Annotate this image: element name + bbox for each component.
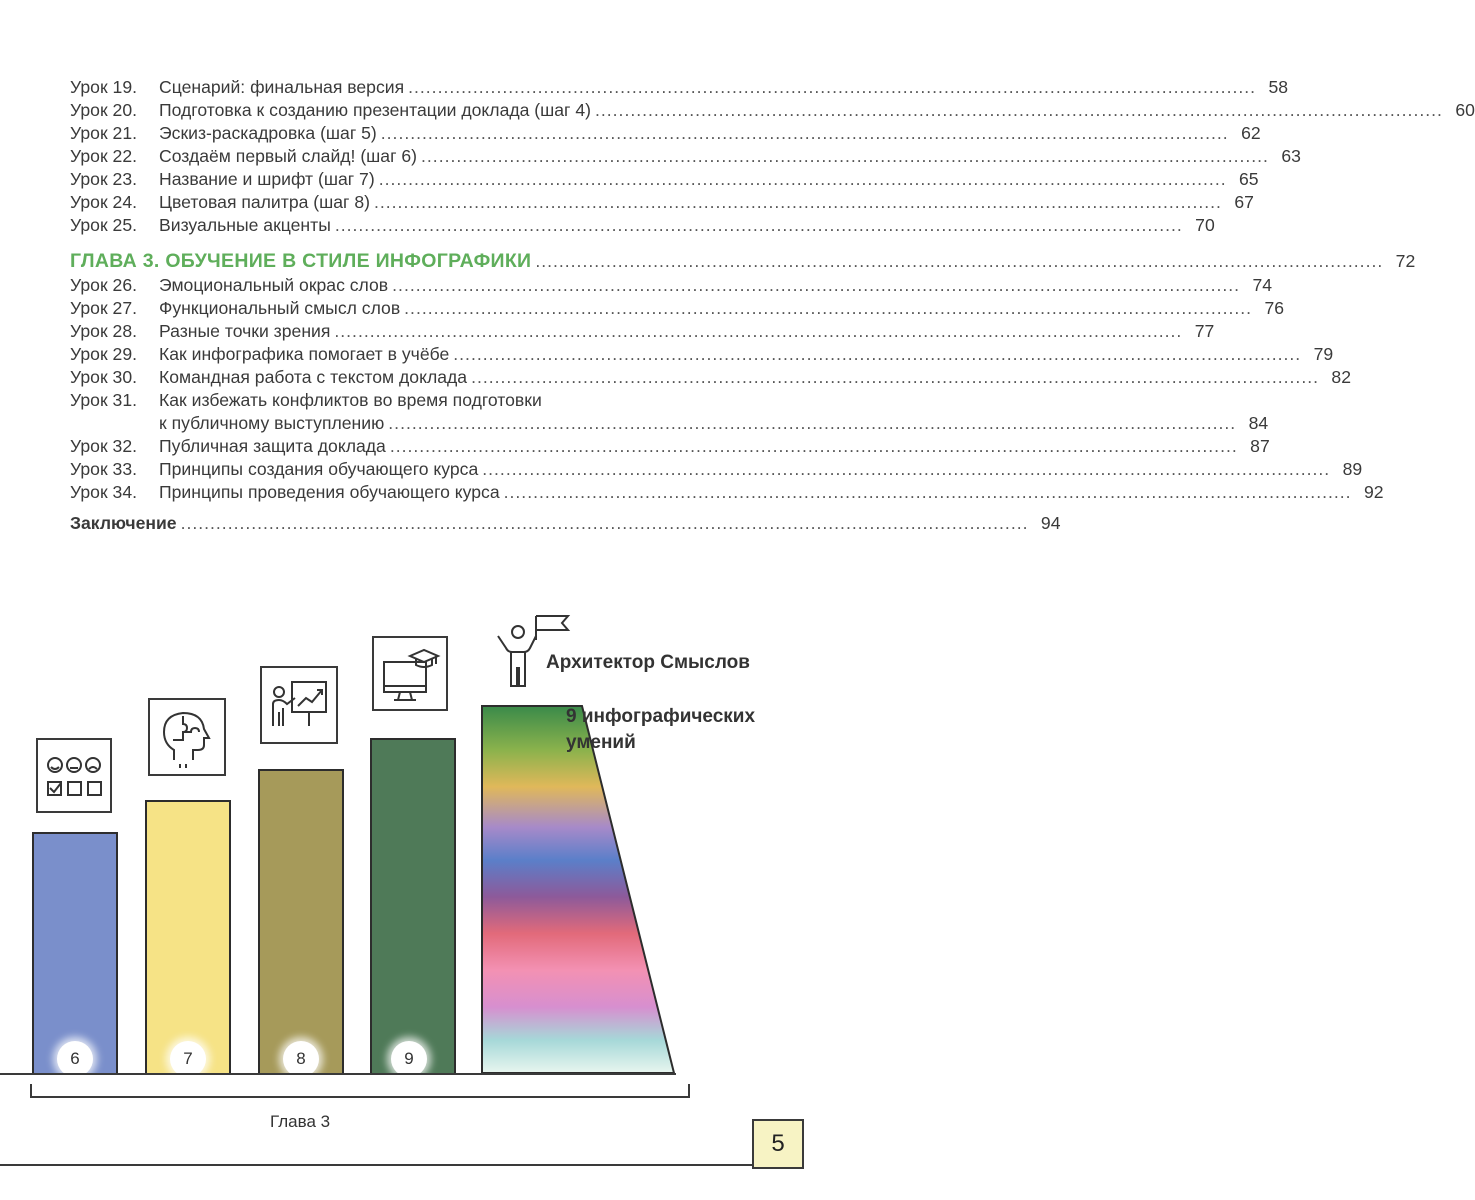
lesson-number: Урок 28. — [70, 321, 137, 341]
architect-label: Архитектор Смыслов — [546, 652, 750, 673]
footer-line — [0, 1164, 752, 1166]
leader-dots: ................................................................................................................................................ — [380, 123, 1229, 143]
lesson-number: Урок 32. — [70, 436, 137, 456]
lesson-number: Урок 27. — [70, 298, 137, 318]
leader-dots: ................................................................................................................................................ — [334, 215, 1183, 235]
lesson-title: Сценарий: финальная версия — [159, 77, 405, 97]
conclusion-page: 94 — [1040, 513, 1061, 533]
lesson-page: 84 — [1248, 413, 1269, 433]
chapter-page: 72 — [1395, 251, 1416, 271]
lesson-title: Создаём первый слайд! (шаг 6) — [159, 146, 418, 166]
presenter-chart-icon — [262, 668, 336, 742]
leader-dots: ................................................................................................................................................ — [404, 298, 1253, 318]
chapter-title: ГЛАВА 3. ОБУЧЕНИЕ В СТИЛЕ ИНФОГРАФИКИ — [70, 250, 532, 272]
head-puzzle-icon-box — [148, 698, 226, 776]
toc-row[interactable] — [70, 76, 1289, 99]
lesson-page: 87 — [1250, 436, 1270, 456]
toc-row[interactable] — [70, 297, 1285, 320]
page-number: 5 — [752, 1119, 804, 1169]
toc-row[interactable] — [70, 343, 1334, 366]
lesson-title: Разные точки зрения — [159, 321, 331, 341]
ground-line — [0, 1073, 676, 1075]
lesson-page: 82 — [1331, 367, 1351, 387]
emotion-faces-icon — [38, 740, 110, 811]
presenter-chart-icon-box — [260, 666, 338, 744]
skills-rainbow-trapezoid — [478, 700, 688, 1080]
leader-dots: ................................................................................................................................................ — [374, 192, 1222, 212]
head-puzzle-icon — [150, 700, 224, 774]
leader-dots: ................................................................................................................................................ — [180, 513, 1029, 533]
lesson-number: Урок 19. — [70, 77, 137, 97]
toc-row[interactable] — [70, 481, 1384, 504]
lesson-title: Визуальные акценты — [159, 215, 331, 235]
leader-dots: ................................................................................................................................................ — [595, 100, 1443, 120]
lesson-number: Урок 23. — [70, 169, 137, 189]
lesson-title-line1: Как избежать конфликтов во время подготовки — [159, 390, 542, 410]
chapter-bracket — [30, 1084, 690, 1098]
lesson-page: 60 — [1455, 100, 1475, 120]
lesson-number: Урок 34. — [70, 482, 137, 502]
lesson-title: Эмоциональный окрас слов — [159, 275, 389, 295]
lesson-title: Функциональный смысл слов — [159, 298, 401, 318]
lesson-title: Публичная защита доклада — [159, 436, 386, 456]
bar-number-9: 9 — [391, 1041, 427, 1077]
bar-number-6: 6 — [57, 1041, 93, 1077]
toc-row[interactable] — [70, 168, 1259, 191]
bar-6 — [32, 832, 118, 1075]
lesson-number: Урок 25. — [70, 215, 137, 235]
lesson-page: 76 — [1264, 298, 1285, 318]
toc-row[interactable] — [70, 145, 1301, 168]
bar-number-7: 7 — [170, 1041, 206, 1077]
leader-dots: ................................................................................................................................................ — [535, 251, 1384, 271]
lesson-number: Урок 31. — [70, 390, 137, 410]
toc-row[interactable] — [70, 320, 1215, 343]
lesson-title: Цветовая палитра (шаг 8) — [159, 192, 370, 212]
lesson-page: 63 — [1281, 146, 1301, 166]
rainbow-shape — [482, 706, 674, 1073]
computer-graduation-icon-box — [372, 636, 448, 711]
toc-row[interactable] — [70, 191, 1254, 214]
toc-row[interactable] — [70, 274, 1273, 297]
lesson-page: 74 — [1252, 275, 1273, 295]
lesson-title: Командная работа с текстом доклада — [159, 367, 468, 387]
leader-dots: ................................................................................................................................................ — [453, 344, 1302, 364]
toc-row[interactable] — [70, 99, 1475, 122]
skills-label: 9 инфографических умений — [566, 706, 756, 753]
leader-dots: ................................................................................................................................................ — [388, 413, 1237, 433]
lesson-number: Урок 20. — [70, 100, 137, 120]
lesson-page: 58 — [1268, 77, 1289, 97]
bar-9 — [370, 738, 456, 1075]
lesson-page: 79 — [1313, 344, 1334, 364]
computer-graduation-icon — [374, 638, 446, 709]
lesson-number: Урок 33. — [70, 459, 137, 479]
lesson-page: 65 — [1239, 169, 1259, 189]
lesson-number: Урок 30. — [70, 367, 137, 387]
lesson-page: 77 — [1194, 321, 1215, 341]
chapter-label: Глава 3 — [270, 1112, 331, 1131]
leader-dots: ................................................................................................................................................ — [334, 321, 1183, 341]
toc-row[interactable] — [70, 366, 1351, 389]
lesson-number: Урок 22. — [70, 146, 137, 166]
lesson-page: 62 — [1241, 123, 1261, 143]
leader-dots: ................................................................................................................................................ — [482, 459, 1331, 479]
leader-dots: ................................................................................................................................................ — [392, 275, 1241, 295]
lesson-title: Эскиз-раскадровка (шаг 5) — [159, 123, 377, 143]
chapter-3-heading[interactable] — [70, 249, 1416, 274]
toc-row[interactable] — [70, 214, 1215, 237]
toc-row[interactable] — [70, 435, 1270, 458]
lesson-title: Подготовка к созданию презентации доклада (шаг 4) — [159, 100, 591, 120]
lesson-title: Как инфографика помогает в учёбе — [159, 344, 450, 364]
toc-row[interactable] — [70, 122, 1261, 145]
toc-row-lesson-31-cont[interactable] — [70, 412, 1269, 435]
bar-8 — [258, 769, 344, 1075]
leader-dots: ................................................................................................................................................ — [503, 482, 1352, 502]
lesson-page: 70 — [1195, 215, 1215, 235]
toc-row-conclusion[interactable] — [70, 512, 1061, 535]
lesson-number: Урок 21. — [70, 123, 137, 143]
toc-row[interactable] — [70, 458, 1363, 481]
lesson-page: 89 — [1342, 459, 1363, 479]
leader-dots: ................................................................................................................................................ — [408, 77, 1257, 97]
leader-dots: ................................................................................................................................................ — [421, 146, 1269, 166]
lesson-title: Принципы проведения обучающего курса — [159, 482, 500, 502]
bar-number-8: 8 — [283, 1041, 319, 1077]
lesson-number: Урок 26. — [70, 275, 137, 295]
lesson-title-line2: к публичному выступлению — [159, 413, 385, 433]
lesson-title: Название и шрифт (шаг 7) — [159, 169, 375, 189]
lesson-number: Урок 29. — [70, 344, 137, 364]
lesson-title: Принципы создания обучающего курса — [159, 459, 479, 479]
leader-dots: ................................................................................................................................................ — [389, 436, 1238, 456]
lesson-number: Урок 24. — [70, 192, 137, 212]
toc-row-lesson-31[interactable] — [70, 389, 790, 412]
conclusion-title: Заключение — [70, 513, 177, 533]
lesson-page: 92 — [1363, 482, 1384, 502]
bar-7 — [145, 800, 231, 1075]
leader-dots: ................................................................................................................................................ — [378, 169, 1227, 189]
lesson-page: 67 — [1234, 192, 1254, 212]
leader-dots: ................................................................................................................................................ — [471, 367, 1319, 387]
emotion-faces-icon-box — [36, 738, 112, 813]
table-of-contents — [70, 76, 1475, 535]
